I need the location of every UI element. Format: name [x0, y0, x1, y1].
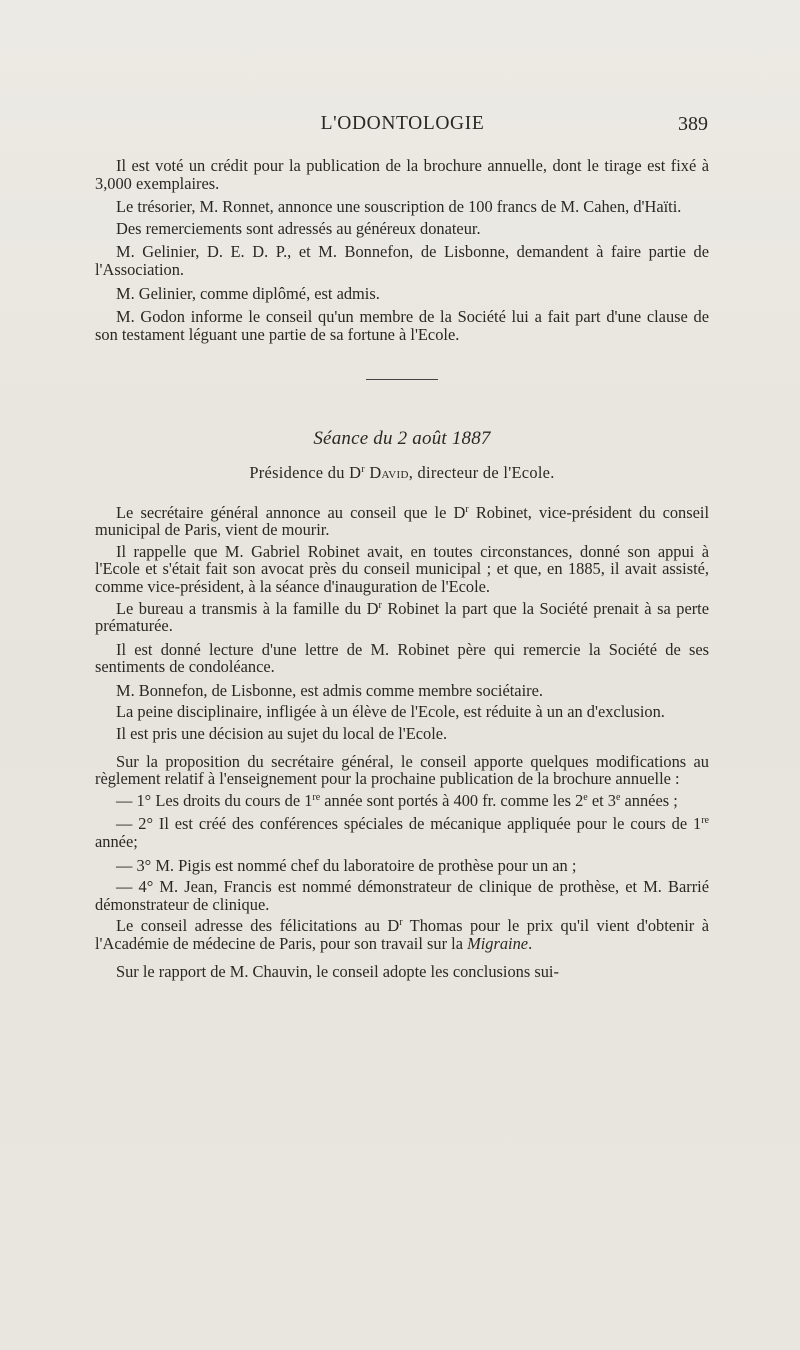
paragraph — [95, 600, 709, 635]
presidence-after: , directeur de l'Ecole. — [408, 462, 555, 482]
text-run: Le secrétaire général annonce au conseil que le D — [116, 502, 466, 522]
superscript: re — [701, 815, 709, 827]
text-run: Robinet la part que la Société prenait à sa perte prématurée. — [95, 598, 710, 636]
superscript: e — [583, 791, 588, 803]
page-number: 389 — [678, 113, 708, 135]
superscript: r — [399, 917, 403, 929]
text-run: — 1° Les droits du cours de 1 — [116, 790, 313, 810]
presidence-line — [95, 464, 709, 482]
list-item: — 3° M. Pigis est nommé chef du laboratoire de prothèse pour un an ; — [116, 855, 577, 875]
running-title: L'ODONTOLOGIE — [320, 113, 485, 134]
list-item — [95, 815, 709, 850]
page-header — [95, 113, 710, 139]
paragraph: M. Godon informe le conseil qu'un membre de la Société lui a fait part d'une clause de son testament léguant une partie de sa fortune à l'Ecole. — [95, 307, 709, 344]
text-run: et 3 — [587, 790, 616, 810]
text-run: . — [528, 934, 533, 953]
paragraph: M. Gelinier, D. E. D. P., et M. Bonnefon, de Lisbonne, demandent à faire partie de l'Association. — [95, 242, 709, 279]
text-run: Le bureau a transmis à la famille du D — [116, 598, 379, 618]
page-body — [95, 157, 709, 984]
paragraph: Il est pris une décision au sujet du local de l'Ecole. — [116, 724, 448, 744]
paragraph — [95, 917, 709, 952]
section-title: Séance du 2 août 1887 — [313, 428, 491, 450]
paragraph: Il rappelle que M. Gabriel Robinet avait, en toutes circonstances, donné son appui à l'Ecole et s'était fait son avocat près du conseil municipal ; et que, en 1885, il avait assisté, comme vice-président, à la séance d'inauguration de l'Ecole. — [95, 541, 709, 596]
list-item — [95, 792, 709, 810]
paragraph: Il est donné lecture d'une lettre de M. Robinet père qui remercie la Société de ses sentiments de condoléance. — [95, 639, 709, 677]
paragraph: Il est voté un crédit pour la publication de la brochure annuelle, dont le tirage est fixé à 3,000 exemplaires. — [95, 156, 709, 193]
paragraph: Sur la proposition du secrétaire général, le conseil apporte quelques modifications au règlement relatif à l'enseignement pour la prochaine publication de la brochure annuelle : — [95, 751, 709, 789]
presidence-before: Présidence du D — [249, 462, 362, 482]
president-name: David — [369, 462, 409, 482]
text-run: — 2° Il est créé des conférences spéciales de mécanique appliquée pour le cours de 1 — [116, 814, 702, 834]
text-run: année; — [95, 832, 138, 852]
text-run: Thomas pour le prix qu'il vient d'obtenir à l'Académie de médecine de Paris, pour son travail sur la — [95, 916, 709, 953]
superscript: r — [465, 503, 469, 515]
superscript: e — [615, 791, 621, 803]
text-run: Le conseil adresse des félicitations au D — [116, 916, 400, 936]
paragraph — [95, 504, 709, 539]
paragraph: La peine disciplinaire, infligée à un élève de l'Ecole, est réduite à un an d'exclusion. — [116, 702, 665, 722]
superscript: re — [312, 791, 321, 803]
paragraph: M. Bonnefon, de Lisbonne, est admis comme membre sociétaire. — [116, 680, 543, 700]
paragraph: Le trésorier, M. Ronnet, annonce une souscription de 100 francs de M. Cahen, d'Haïti. — [116, 197, 682, 217]
text-run: Robinet, vice-président du conseil municipal de Paris, vient de mourir. — [95, 502, 709, 540]
superscript: r — [361, 463, 365, 475]
paragraph: M. Gelinier, comme diplômé, est admis. — [116, 283, 380, 303]
superscript: r — [378, 599, 382, 611]
text-run: année sont portés à 400 fr. comme les 2 — [320, 790, 584, 810]
section-divider — [366, 379, 438, 380]
paragraph: Sur le rapport de M. Chauvin, le conseil adopte les conclusions sui- — [116, 961, 559, 981]
italic-title: Migraine — [467, 934, 529, 953]
paragraph: Des remerciements sont adressés au généreux donateur. — [116, 218, 481, 238]
list-item: — 4° M. Jean, Francis est nommé démonstrateur de clinique de prothèse, et M. Barrié démonstrateur de clinique. — [95, 877, 709, 914]
text-run: années ; — [620, 790, 678, 810]
